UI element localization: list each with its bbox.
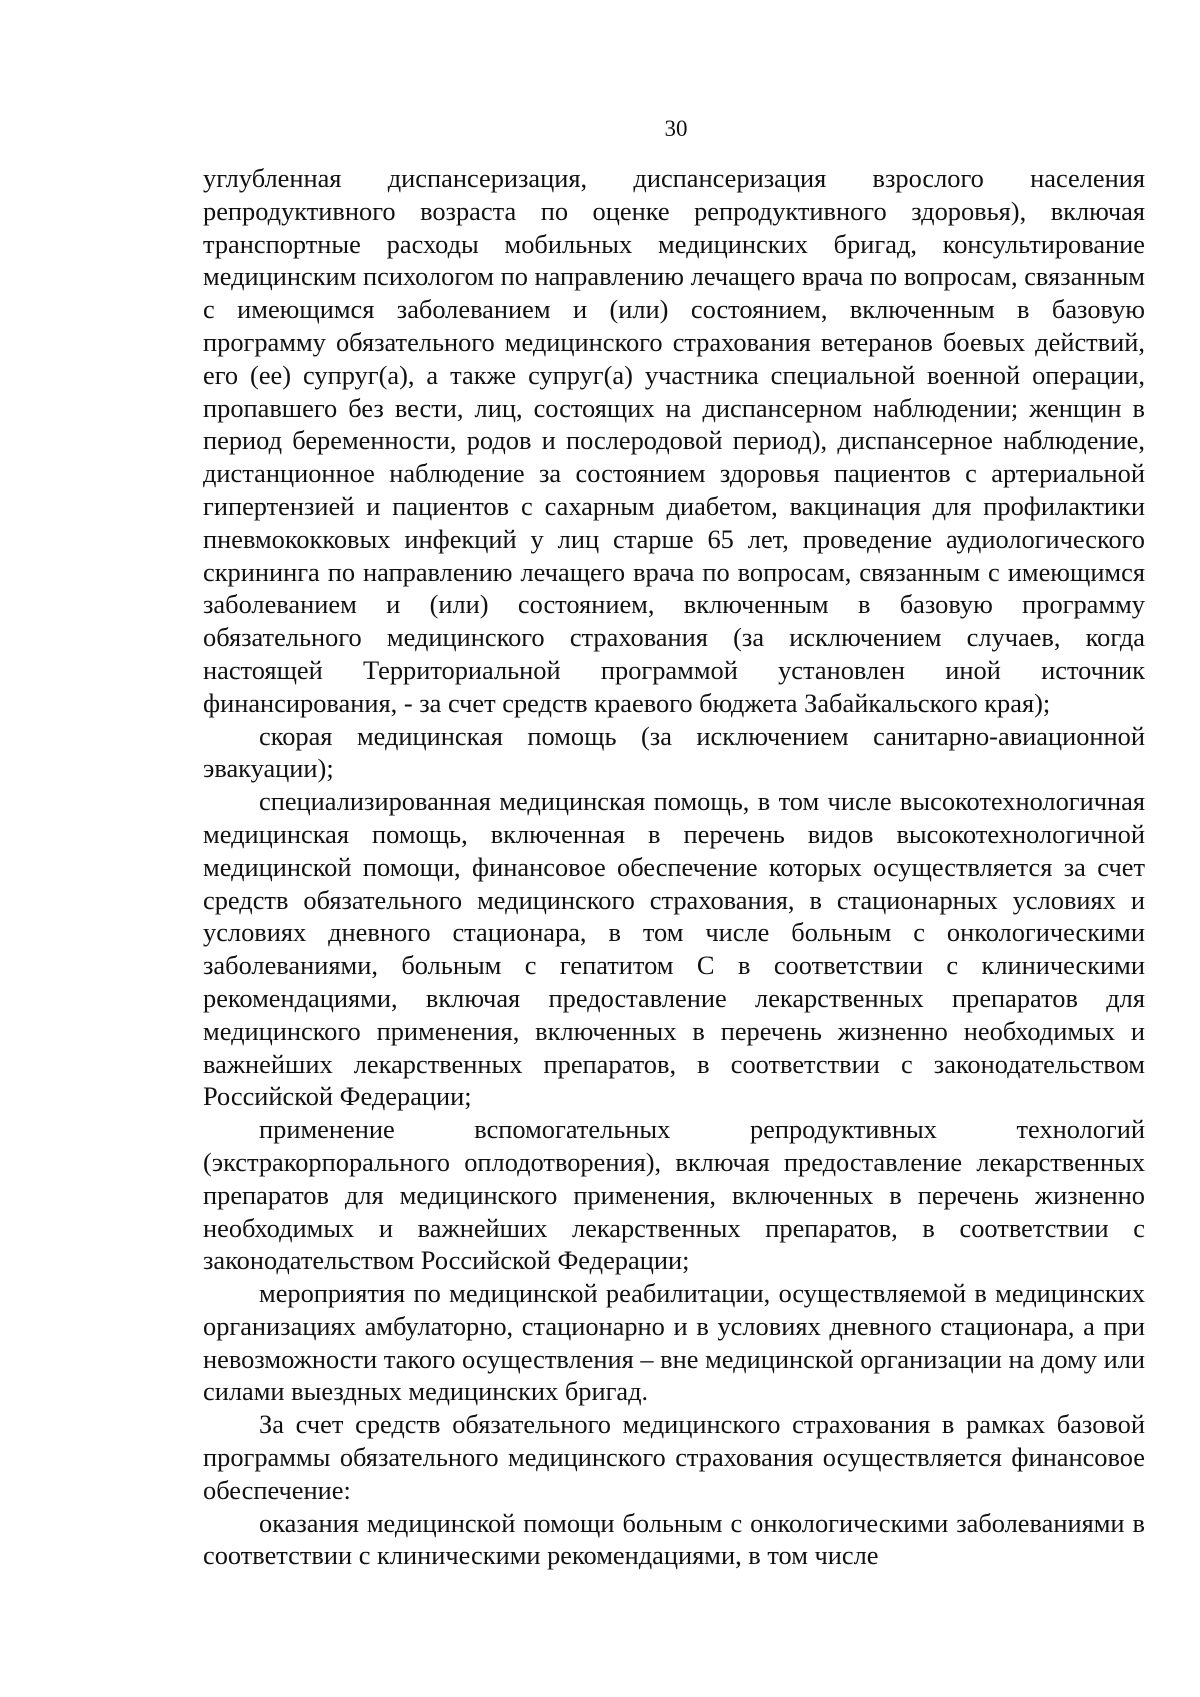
paragraph-oms-funding: За счет средств обязательного медицинского страхования в рамках базовой программы обязательного медицинского страхования осуществляется финансовое обеспечение:: [203, 1409, 1145, 1505]
paragraph-emergency-care: скорая медицинская помощь (за исключением санитарно-авиационной эвакуации);: [203, 720, 1145, 784]
paragraph-specialized-care: специализированная медицинская помощь, в том числе высокотехнологичная медицинская помощь, включенная в перечень видов высокотехнологичной медицинской помощи, финансовое обеспечение которых осуществляется за счет средств обязательного медицинского страхования, в стационарных условиях и условиях дневного стационара, в том числе больным с онкологическими заболеваниями, больным с гепатитом С в соответствии с клиническими рекомендациями, включая предоставление лекарственных препаратов для медицинского применения, включенных в перечень жизненно необходимых и важнейших лекарственных препаратов, в соответствии с законодательством Российской Федерации;: [203, 786, 1145, 1112]
page-number: 30: [664, 116, 688, 141]
document-body: [203, 162, 1145, 1572]
paragraph-oncology-care: оказания медицинской помощи больным с онкологическими заболеваниями в соответствии с клиническими рекомендациями, в том числе: [203, 1507, 1145, 1571]
paragraph-rehabilitation: мероприятия по медицинской реабилитации, осуществляемой в медицинских организациях амбулаторно, стационарно и в условиях дневного стационара, а при невозможности такого осуществления – вне медицинской организации на дому или силами выездных медицинских бригад.: [203, 1278, 1145, 1407]
paragraph-reproductive-technologies: применение вспомогательных репродуктивных технологий (экстракорпорального оплодотворения), включая предоставление лекарственных препаратов для медицинского применения, включенных в перечень жизненно необходимых и важнейших лекарственных препаратов, в соответствии с законодательством Российской Федерации;: [203, 1114, 1145, 1276]
paragraph-continuation: углубленная диспансеризация, диспансеризация взрослого населения репродуктивного возраста по оценке репродуктивного здоровья), включая транспортные расходы мобильных медицинских бригад, консультирование медицинским психологом по направлению лечащего врача по вопросам, связанным с имеющимся заболеванием и (или) состоянием, включенным в базовую программу обязательного медицинского страхования ветеранов боевых действий, его (ее) супруг(а), а также супруг(а) участника специальной военной операции, пропавшего без вести, лиц, состоящих на диспансерном наблюдении; женщин в период беременности, родов и послеродовой период), диспансерное наблюдение, дистанционное наблюдение за состоянием здоровья пациентов с артериальной гипертензией и пациентов с сахарным диабетом, вакцинация для профилактики пневмококковых инфекций у лиц старше 65 лет, проведение аудиологического скрининга по направлению лечащего врача по вопросам, связанным с имеющимся заболеванием и (или) состоянием, включенным в базовую программу обязательного медицинского страхования (за исключением случаев, когда настоящей Территориальной программой установлен иной источник финансирования, - за счет средств краевого бюджета Забайкальского края);: [203, 163, 1145, 718]
